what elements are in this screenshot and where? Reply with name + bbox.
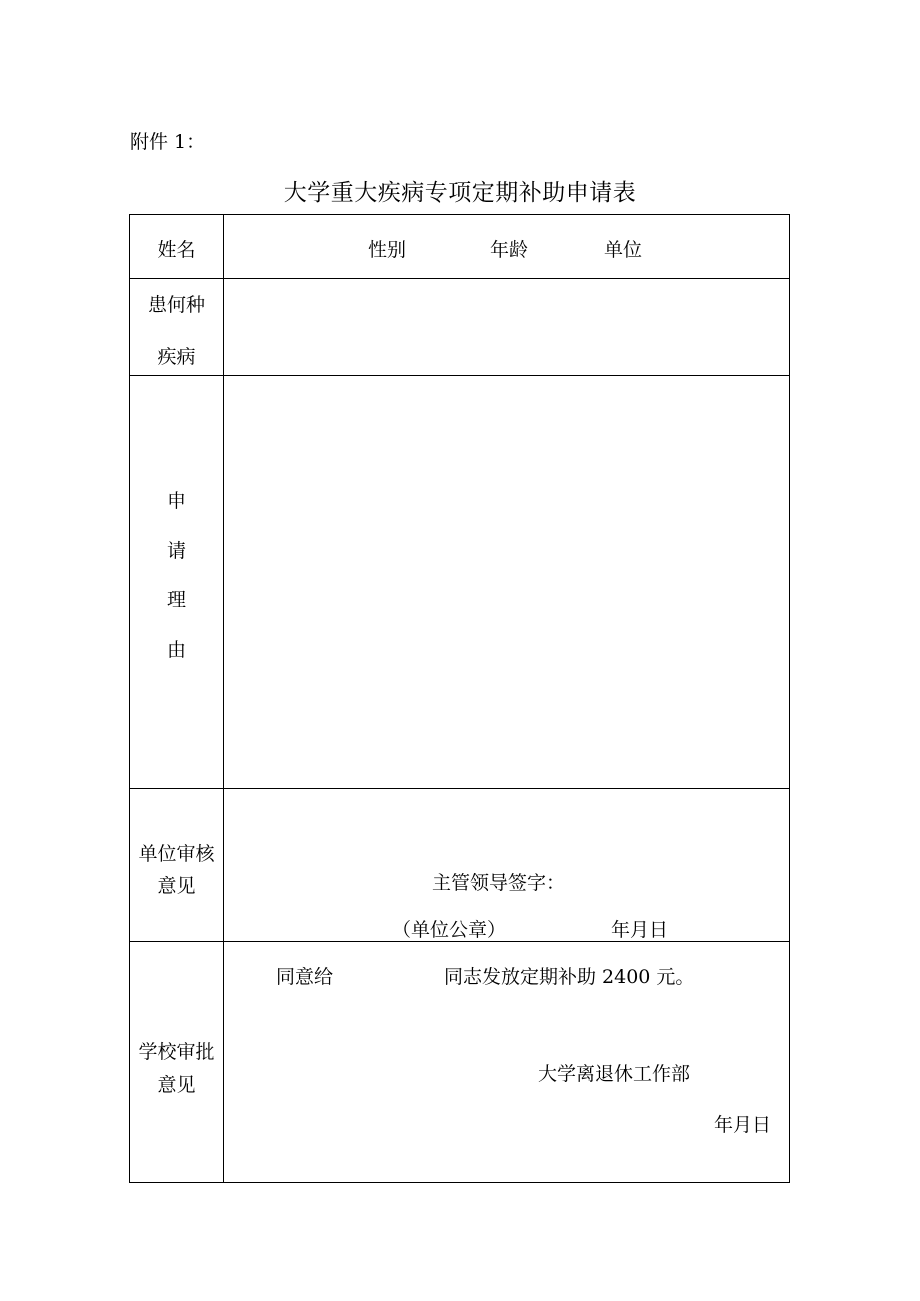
name-label: 姓名: [157, 239, 196, 261]
department-label: 大学离退休工作部: [538, 1063, 691, 1085]
age-label: 年龄: [490, 239, 529, 261]
disease-label-line1: 患何种: [147, 294, 205, 316]
agree-prefix-text: 同意给: [276, 966, 334, 988]
attachment-label: 附件 1：: [130, 131, 206, 153]
reason-label-char-3: 理: [166, 589, 186, 611]
reason-label-char-2: 请: [166, 540, 186, 562]
application-form-table: [129, 214, 790, 1183]
school-approval-date: 年月日: [714, 1114, 772, 1136]
unit-review-label-line1: 单位审核: [138, 843, 215, 865]
unit-review-date: 年月日: [611, 919, 669, 941]
gender-label: 性别: [368, 239, 407, 261]
unit-review-label-line2: 意见: [157, 875, 196, 897]
row-divider-2: [130, 375, 789, 376]
leader-signature-label: 主管领导签字：: [432, 872, 566, 894]
row-divider-3: [130, 788, 789, 789]
form-title: 大学重大疾病专项定期补助申请表: [283, 180, 637, 206]
reason-label-char-4: 由: [166, 639, 186, 661]
unit-label: 单位: [604, 239, 643, 261]
column-divider: [223, 215, 224, 1182]
agree-suffix-text: 同志发放定期补助 2400 元。: [444, 966, 695, 988]
school-approval-label-line1: 学校审批: [138, 1041, 215, 1063]
reason-label-char-1: 申: [166, 490, 186, 512]
disease-label-line2: 疾病: [157, 346, 196, 368]
school-approval-label-line2: 意见: [157, 1074, 196, 1096]
unit-seal-label: （单位公章）: [392, 919, 507, 941]
row-divider-1: [130, 278, 789, 279]
